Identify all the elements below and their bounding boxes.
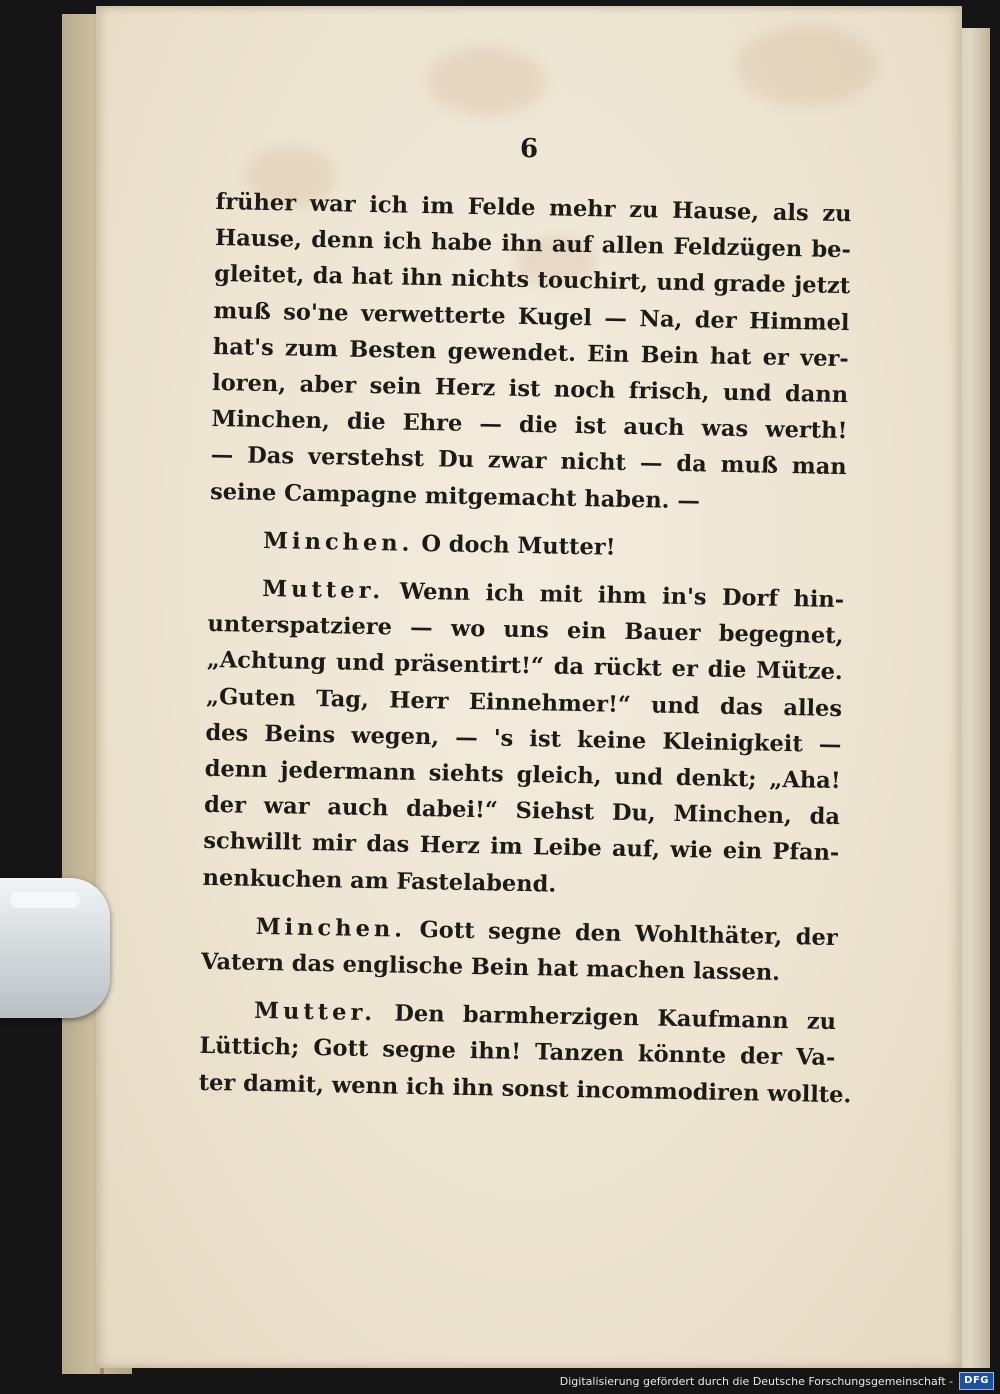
text-line: Minchen, die Ehre — die ist auch was werth!	[211, 406, 848, 445]
dialogue-text: O doch Mutter!	[421, 530, 616, 561]
foxing-stain	[736, 26, 876, 106]
text-line: loren, aber sein Herz ist noch frisch, und dann	[211, 369, 849, 409]
dialogue-text: Gott segne den Wohlthäter, der	[419, 916, 838, 951]
text-line: hat's zum Besten gewendet. Ein Bein hat er ver-	[212, 333, 850, 372]
text-line: „Guten Tag, Herr Einnehmer!“ und das alles	[205, 683, 843, 722]
text-line: — Das verstehst Du zwar nicht — da muß man	[210, 442, 847, 481]
speaker-name: Mutter.	[253, 998, 377, 1027]
page-number: 6	[519, 134, 539, 164]
digitization-credit	[560, 1370, 1000, 1392]
dfg-logo: DFG	[959, 1372, 994, 1390]
text-line: früher war ich im Felde mehr zu Hause, als zu	[215, 188, 852, 228]
text-line: seine Campagne mitgemacht haben. —	[209, 478, 701, 514]
dialogue-text: Wenn ich mit ihm in's Dorf hin-	[399, 578, 845, 614]
page-text	[198, 184, 851, 1113]
page-clip	[0, 878, 110, 1018]
text-line: des Beins wegen, — 's ist keine Kleinigkeit —	[205, 719, 842, 758]
text-line: muß so'ne verwetterte Kugel — Na, der Himmel	[213, 297, 850, 336]
text-line: denn jedermann siehts gleich, und denkt; „Aha!	[204, 755, 841, 795]
text-line: ter damit, wenn ich ihn sonst incommodiren wollte.	[198, 1069, 852, 1109]
text-line: Lüttich; Gott segne ihn! Tanzen könnte der Va-	[199, 1033, 836, 1072]
dialogue-text: Den barmherzigen Kaufmann zu	[394, 1000, 837, 1036]
text-line: nenkuchen am Fastelabend.	[202, 864, 557, 898]
text-line: der war auch dabei!“ Siehst Du, Minchen, da	[203, 792, 841, 831]
speaker-name: Minchen.	[255, 913, 407, 943]
text-line: gleitet, da hat ihn nichts touchirt, und grade jetzt	[214, 261, 851, 300]
text-line: Hause, denn ich habe ihn auf allen Feldzügen be-	[214, 225, 852, 264]
speaker-name: Minchen.	[262, 527, 414, 557]
text-line: „Achtung und präsentirt!“ da rückt er die Mütze.	[206, 647, 843, 686]
speaker-name: Mutter.	[261, 575, 385, 605]
clip-highlight	[10, 892, 80, 908]
foxing-stain	[426, 46, 546, 116]
credit-text: Digitalisierung gefördert durch die Deutsche Forschungsgemeinschaft -	[559, 1374, 954, 1388]
text-line: Vatern das englische Bein hat machen lassen.	[200, 948, 781, 987]
text-line: unterspatziere — wo uns ein Bauer begegnet,	[207, 611, 844, 650]
text-line: schwillt mir das Herz im Leibe auf, wie ein Pfan-	[203, 828, 840, 867]
book-page	[96, 6, 962, 1368]
